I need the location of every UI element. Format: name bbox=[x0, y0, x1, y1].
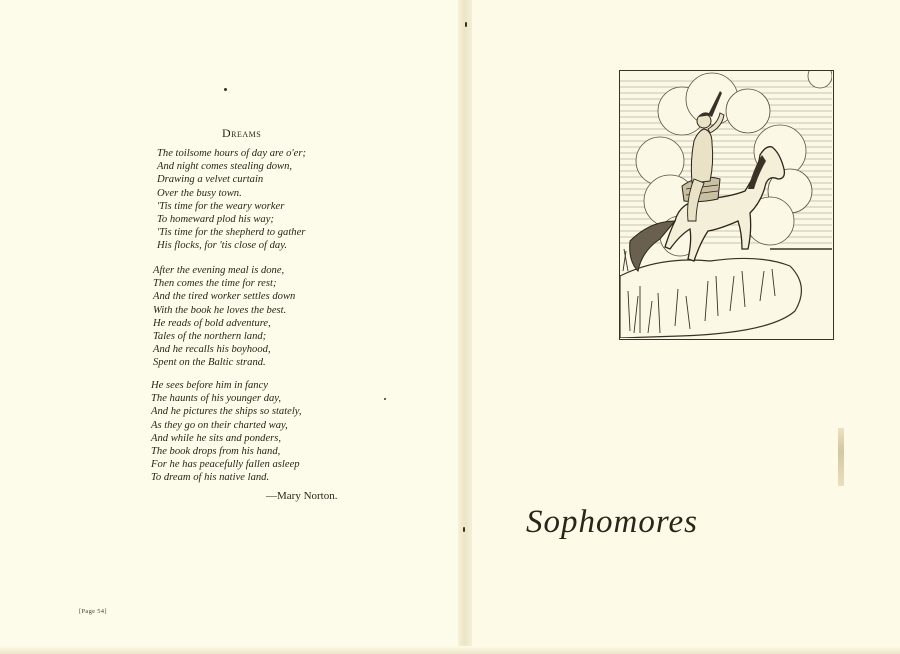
rider-on-horse-illustration bbox=[620, 71, 832, 338]
poem-line: As they go on their charted way, bbox=[151, 419, 288, 431]
ink-speck bbox=[384, 398, 386, 400]
poem-line: The haunts of his younger day, bbox=[151, 393, 282, 405]
poem-line: To dream of his native land. bbox=[151, 472, 270, 484]
poem-line: For he has peacefully fallen asleep bbox=[151, 459, 300, 471]
ink-speck bbox=[224, 88, 227, 91]
poem-author: —Mary Norton. bbox=[266, 490, 338, 502]
poem-line: The toilsome hours of day are o'er; bbox=[157, 148, 306, 159]
poem-line: And the tired worker settles down bbox=[153, 291, 296, 303]
poem-line: And he recalls his boyhood, bbox=[153, 344, 271, 356]
poem-line: Then comes the time for rest; bbox=[153, 278, 277, 290]
poem-line: Drawing a velvet curtain bbox=[157, 174, 264, 186]
poem-line: Over the busy town. bbox=[157, 187, 242, 199]
page-stain bbox=[838, 428, 844, 486]
section-title: Sophomores bbox=[526, 504, 698, 540]
poem-stanza-2 bbox=[153, 264, 295, 370]
poem-line: He reads of bold adventure, bbox=[153, 317, 271, 329]
poem-line: Tales of the northern land; bbox=[153, 331, 267, 343]
poem-line: His flocks, for 'tis close of day. bbox=[157, 240, 287, 252]
book-gutter bbox=[458, 0, 472, 654]
poem-line: And while he sits and ponders, bbox=[151, 432, 282, 444]
poem-line: And night comes stealing down, bbox=[157, 161, 293, 173]
poem-stanza-1 bbox=[157, 147, 306, 253]
poem-line: Spent on the Baltic strand. bbox=[153, 357, 266, 369]
poem-line: To homeward plod his way; bbox=[157, 214, 274, 226]
poem-line: 'Tis time for the weary worker bbox=[157, 200, 285, 212]
poem-line: And he pictures the ships so stately, bbox=[151, 406, 302, 418]
poem-line: With the book he loves the best. bbox=[153, 304, 287, 316]
page-bottom-edge bbox=[0, 646, 900, 654]
ink-speck bbox=[463, 527, 465, 532]
ink-speck bbox=[465, 22, 467, 27]
poem-title: Dreams bbox=[222, 126, 262, 140]
poem-line: 'Tis time for the shepherd to gather bbox=[157, 227, 306, 239]
poem-stanza-3 bbox=[151, 379, 302, 485]
page-number: [Page 54] bbox=[79, 608, 107, 615]
rider-illustration-frame bbox=[619, 70, 834, 340]
poem-line: He sees before him in fancy bbox=[151, 380, 268, 391]
poem-line: The book drops from his hand, bbox=[151, 446, 281, 458]
poem-line: After the evening meal is done, bbox=[153, 265, 285, 276]
